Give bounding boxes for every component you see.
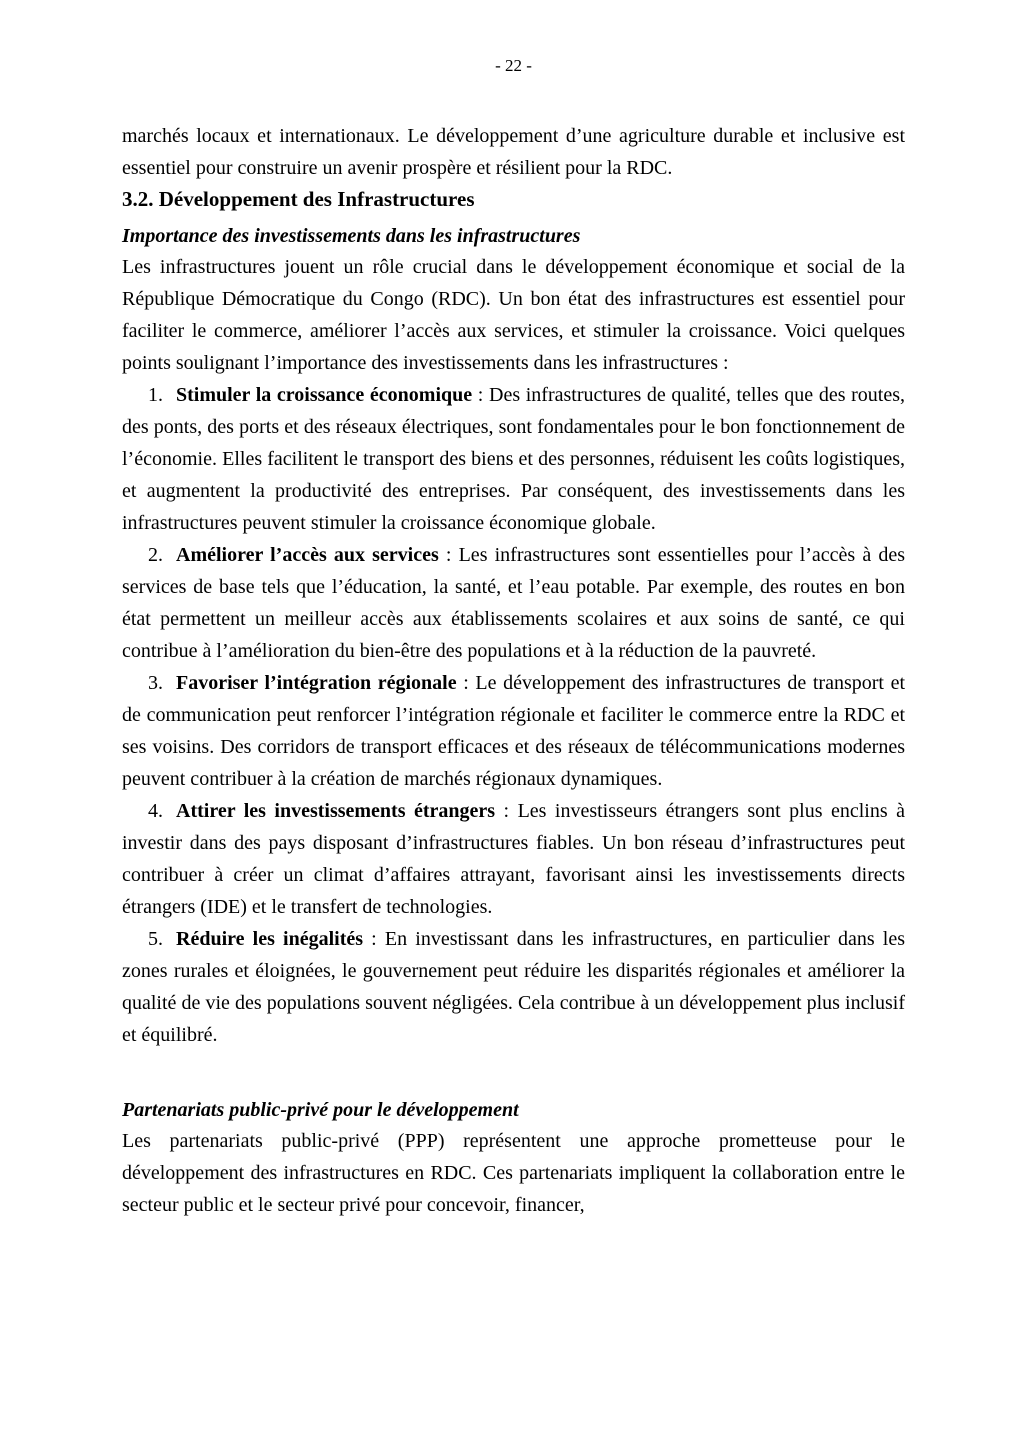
subheading-importance: Importance des investissements dans les infrastructures (122, 225, 581, 247)
list-item-number: 4. (148, 800, 163, 822)
list-item (122, 667, 905, 795)
list-item-separator: : (495, 800, 518, 822)
list-item (122, 539, 905, 667)
numbered-list (122, 379, 905, 1051)
importance-paragraph: Les infrastructures jouent un rôle crucial dans le développement économique et social de la République Démocratique du Congo (RDC). Un bon état des infrastructures est essentiel pour faciliter le commerce, améliorer l’accès aux services, et stimuler la croissance. Voici quelques points soulignant l’importance des investissements dans les infrastructures : (122, 256, 905, 374)
list-item-number: 3. (148, 672, 163, 694)
list-item-label: Favoriser l’intégration régionale (176, 672, 457, 694)
list-item-text: Les investisseurs étrangers sont plus enclins à investir dans des pays disposant d’infrastructures fiables. Un bon réseau d’infrastructures peut contribuer à créer un climat d’affaires attrayant, favorisant ainsi les investissements directs étrangers (IDE) et le transfert de technologies. (122, 800, 906, 918)
intro-paragraph: marchés locaux et internationaux. Le développement d’une agriculture durable et inclusive est essentiel pour construire un avenir prospère et résilient pour la RDC. (122, 125, 905, 179)
subheading-ppp: Partenariats public-privé pour le développement (122, 1099, 519, 1121)
list-item-label: Stimuler la croissance économique (176, 384, 473, 406)
list-item-separator: : (363, 928, 385, 950)
list-item-label: Améliorer l’accès aux services (176, 544, 439, 566)
list-item-number: 1. (148, 384, 163, 406)
list-item-text: Le développement des infrastructures de transport et de communication peut renforcer l’intégration régionale et faciliter le commerce entre la RDC et ses voisins. Des corridors de transport efficaces et des réseaux de télécommunications modernes peuvent contribuer à la création de marchés régionaux dynamiques. (122, 672, 905, 790)
list-item (122, 923, 905, 1051)
list-item-label: Réduire les inégalités (176, 928, 364, 950)
page-number: - 22 - (495, 56, 532, 75)
ppp-paragraph: Les partenariats public-privé (PPP) représentent une approche prometteuse pour le développement des infrastructures en RDC. Ces partenariats impliquent la collaboration entre le secteur public et le secteur privé pour concevoir, financer, (122, 1130, 905, 1216)
list-item-separator: : (456, 672, 476, 694)
list-item (122, 379, 905, 539)
list-item-text: Les infrastructures sont essentielles pour l’accès à des services de base tels que l’éducation, la santé, et l’eau potable. Par exemple, des routes en bon état permettent un meilleur accès aux établissements scolaires et aux soins de santé, ce qui contribue à l’amélioration du bien-être des populations et à la réduction de la pauvreté. (122, 544, 906, 662)
list-item-label: Attirer les investissements étrangers (176, 800, 496, 822)
list-item (122, 795, 905, 923)
list-item-separator: : (438, 544, 459, 566)
list-item-number: 2. (148, 544, 163, 566)
list-item-number: 5. (148, 928, 163, 950)
section-heading: 3.2. Développement des Infrastructures (122, 187, 475, 211)
list-item-text: En investissant dans les infrastructures, en particulier dans les zones rurales et éloignées, le gouvernement peut réduire les disparités régionales et améliorer la qualité de vie des populations souvent négligées. Cela contribue à un développement plus inclusif et équilibré. (122, 928, 905, 1046)
list-item-text: Des infrastructures de qualité, telles que des routes, des ponts, des ports et des réseaux électriques, sont fondamentales pour le bon fonctionnement de l’économie. Elles facilitent le transport des biens et des personnes, réduisent les coûts logistiques, et augmentent la productivité des entreprises. Par conséquent, des investissements dans les infrastructures peuvent stimuler la croissance économique globale. (122, 384, 905, 534)
list-item-separator: : (472, 384, 489, 406)
